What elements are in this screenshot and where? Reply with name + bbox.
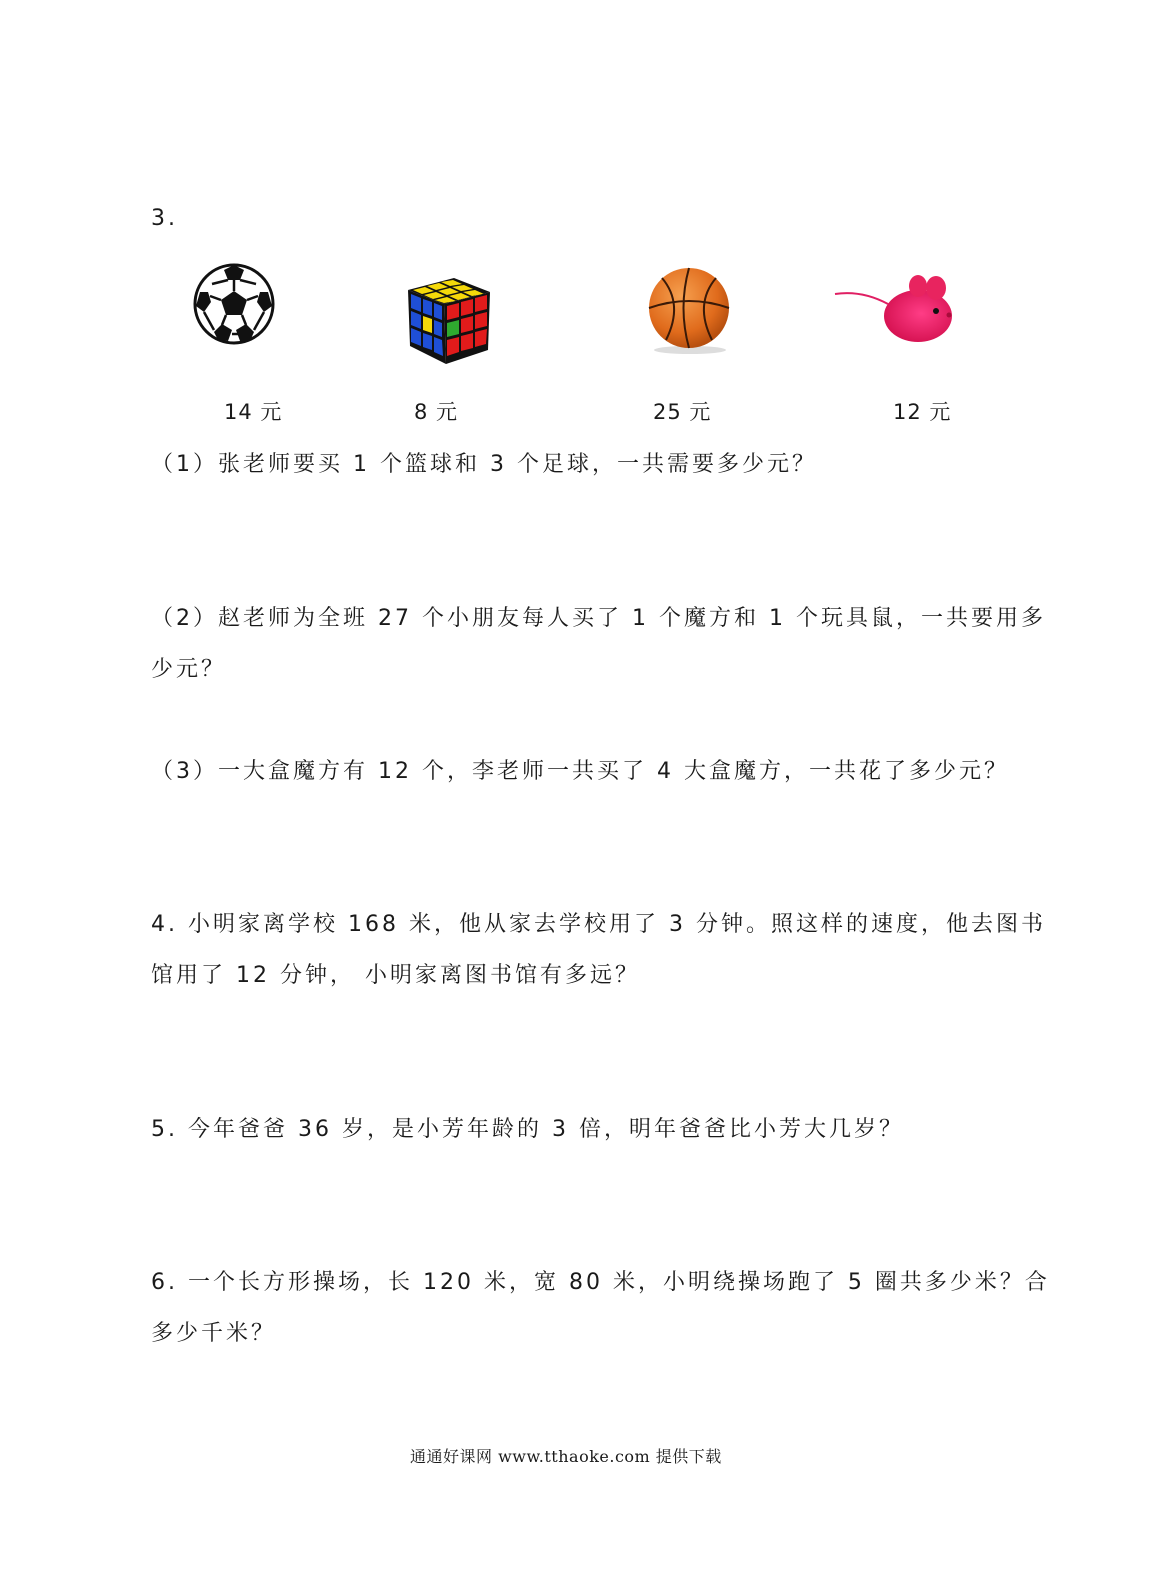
question-3-part-1: （1）张老师要买 1 个篮球和 3 个足球，一共需要多少元？ <box>151 452 817 477</box>
question-4-line-1: 4. 小明家离学校 168 米，他从家去学校用了 3 分钟。照这样的速度，他去图书 <box>151 912 1046 937</box>
price-basketball: 25 元 <box>653 400 712 424</box>
question-3-part-2-line-2: 少元？ <box>151 657 227 682</box>
price-toy-mouse: 12 元 <box>893 400 952 424</box>
question-3-number: 3. <box>151 206 178 231</box>
question-6-line-2: 多少千米？ <box>151 1321 277 1346</box>
question-4-line-2: 馆用了 12 分钟， 小明家离图书馆有多远？ <box>151 963 640 988</box>
price-rubiks-cube: 8 元 <box>414 400 459 424</box>
question-3-part-3: （3）一大盒魔方有 12 个，李老师一共买了 4 大盒魔方，一共花了多少元？ <box>151 759 1009 784</box>
footer-credit: 通通好课网 www.tthaoke.com 提供下载 <box>410 1447 722 1466</box>
question-6-line-1: 6. 一个长方形操场，长 120 米，宽 80 米，小明绕操场跑了 5 圈共多少米？合 <box>151 1270 1050 1295</box>
basketball-image <box>644 264 736 356</box>
toy-mouse-image <box>832 270 956 350</box>
soccer-ball-image <box>192 262 276 346</box>
rubiks-cube-image <box>404 272 494 368</box>
question-5: 5. 今年爸爸 36 岁，是小芳年龄的 3 倍，明年爸爸比小芳大几岁？ <box>151 1117 904 1142</box>
price-soccer-ball: 14 元 <box>224 400 283 424</box>
question-3-part-2-line-1: （2）赵老师为全班 27 个小朋友每人买了 1 个魔方和 1 个玩具鼠，一共要用多 <box>151 606 1046 631</box>
